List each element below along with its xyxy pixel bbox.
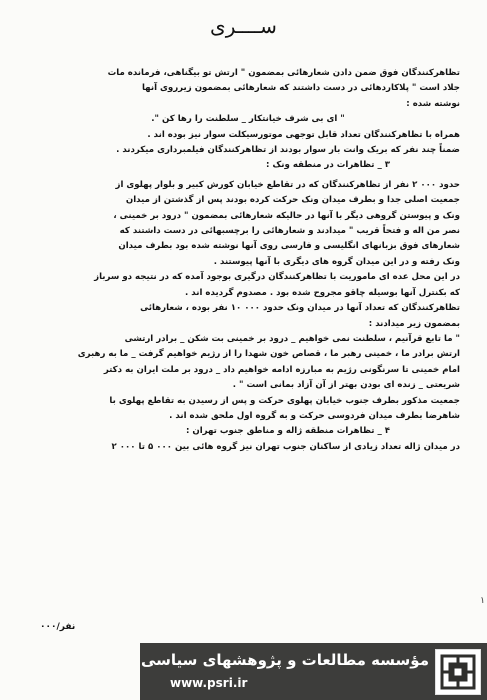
section-heading-3: ۳ _ تظاهرات در منطقه ونک :	[266, 160, 390, 171]
body-line: شریعتی _ زنده ای بودن بهتر از آن آزاد بمانی است " .	[232, 380, 460, 391]
page-title: ســــری	[210, 14, 277, 38]
body-line: بمضمون زیر میدادند :	[368, 318, 460, 329]
body-line: تظاهرکنندگان که تعداد آنها در میدان ونک حدود ۰۰۰ ۱۰ نفر بوده ، شعارهائی	[140, 303, 460, 314]
psri-knot-logo-icon	[435, 649, 481, 695]
body-line: جلاد است " پلاکاردهائی در دست داشتند که شعارهائی بمضمون زیرروی آنها	[141, 83, 460, 94]
body-line: ضمناً چند نفر که بریک وانت بار سوار بودند از تظاهرکنندگان فیلمبرداری میکردند .	[116, 145, 460, 156]
watermark-title: مؤسسه مطالعات و پژوهشهای سیاسی	[140, 651, 429, 669]
body-line: جمعیت اصلی جدا و بطرف میدان ونک حرکت کرده بودند پس از گذشتن از میدان	[125, 195, 460, 206]
psri-watermark-banner	[140, 643, 487, 700]
body-line: ونک و پیوستن گروهی دیگر با آنها در حالیکه شعارهائی بمضمون " درود بر خمینی ،	[113, 210, 460, 221]
page-number: ۱	[480, 596, 485, 606]
psri-knot-logo-icon	[436, 650, 480, 694]
body-line: نصر من اله و فتحاً قریب " میدادند و شعارهائی را برچسبهائی در دست داشتند که	[119, 226, 460, 237]
slogan-line: " ای بی شرف خیانتکار _ سلطنت را رها کن ".	[151, 114, 345, 125]
body-line: تظاهرکنندگان فوق ضمن دادن شعارهائی بمضمون " ارتش تو بیگناهی، فرمانده مات	[107, 68, 460, 78]
body-line: شاهرضا بطرف میدان فردوسی حرکت و به گروه اول ملحق شده اند .	[169, 410, 460, 421]
body-line: در میدان ژاله تعداد زیادی از ساکنان جنوب تهران نیز گروه هائی بین ۰۰۰ ۵ تا ۰۰۰ ۲	[111, 441, 460, 452]
document-body	[36, 66, 460, 455]
body-line: شعارهای فوق بزبانهای انگلیسی و فارسی روی آنها نوشته شده بود بطرف میدان	[118, 241, 460, 252]
body-line: حدود ۰۰۰ ۲ نفر از تظاهرکنندگان که در تقاطع خیابان کورش کبیر و بلوار پهلوی از	[115, 179, 460, 190]
body-line: همراه با تظاهرکنندگان تعداد قابل توجهی موتورسیکلت سوار نیز بوده اند .	[147, 129, 460, 140]
body-line: ونک رفته و در این میدان گروه های دیگری با آنها پیوستند .	[213, 256, 460, 267]
body-line: " ما تابع قرآنیم ، سلطنت نمی خواهیم _ درود بر خمینی بت شکن _ برادر ارتشی	[124, 333, 460, 344]
footer-count: نفر/۰۰۰	[40, 622, 76, 632]
body-line: امام خمینی تا سرنگونی رژیم به مبارزه ادامه خواهیم داد _ درود بر ملت ایران به دکتر	[103, 364, 460, 375]
body-line: که بکنترل آنها بوسیله چاقو مجروح شده بود . مصدوم گردیده اند .	[185, 287, 460, 298]
body-line: ارتش برادر ما ، خمینی رهبر ما ، قصاص خون شهدا را از رژیم خواهیم گرفت _ ما به رهبری	[77, 349, 460, 360]
section-heading-4: ۴ _ تظاهرات منطقه ژاله و مناطق جنوب تهران :	[185, 426, 390, 437]
watermark-url: www.psri.ir	[170, 676, 248, 690]
body-line: در این محل عده ای ماموریت با تظاهرکنندگان درگیری بوجود آمده که در نتیجه دو سرباز	[94, 272, 460, 283]
body-line: نوشته شده :	[406, 98, 460, 109]
body-line: جمعیت مذکور بطرف جنوب خیابان پهلوی حرکت و پس از رسیدن به تقاطع پهلوی با	[109, 395, 460, 406]
